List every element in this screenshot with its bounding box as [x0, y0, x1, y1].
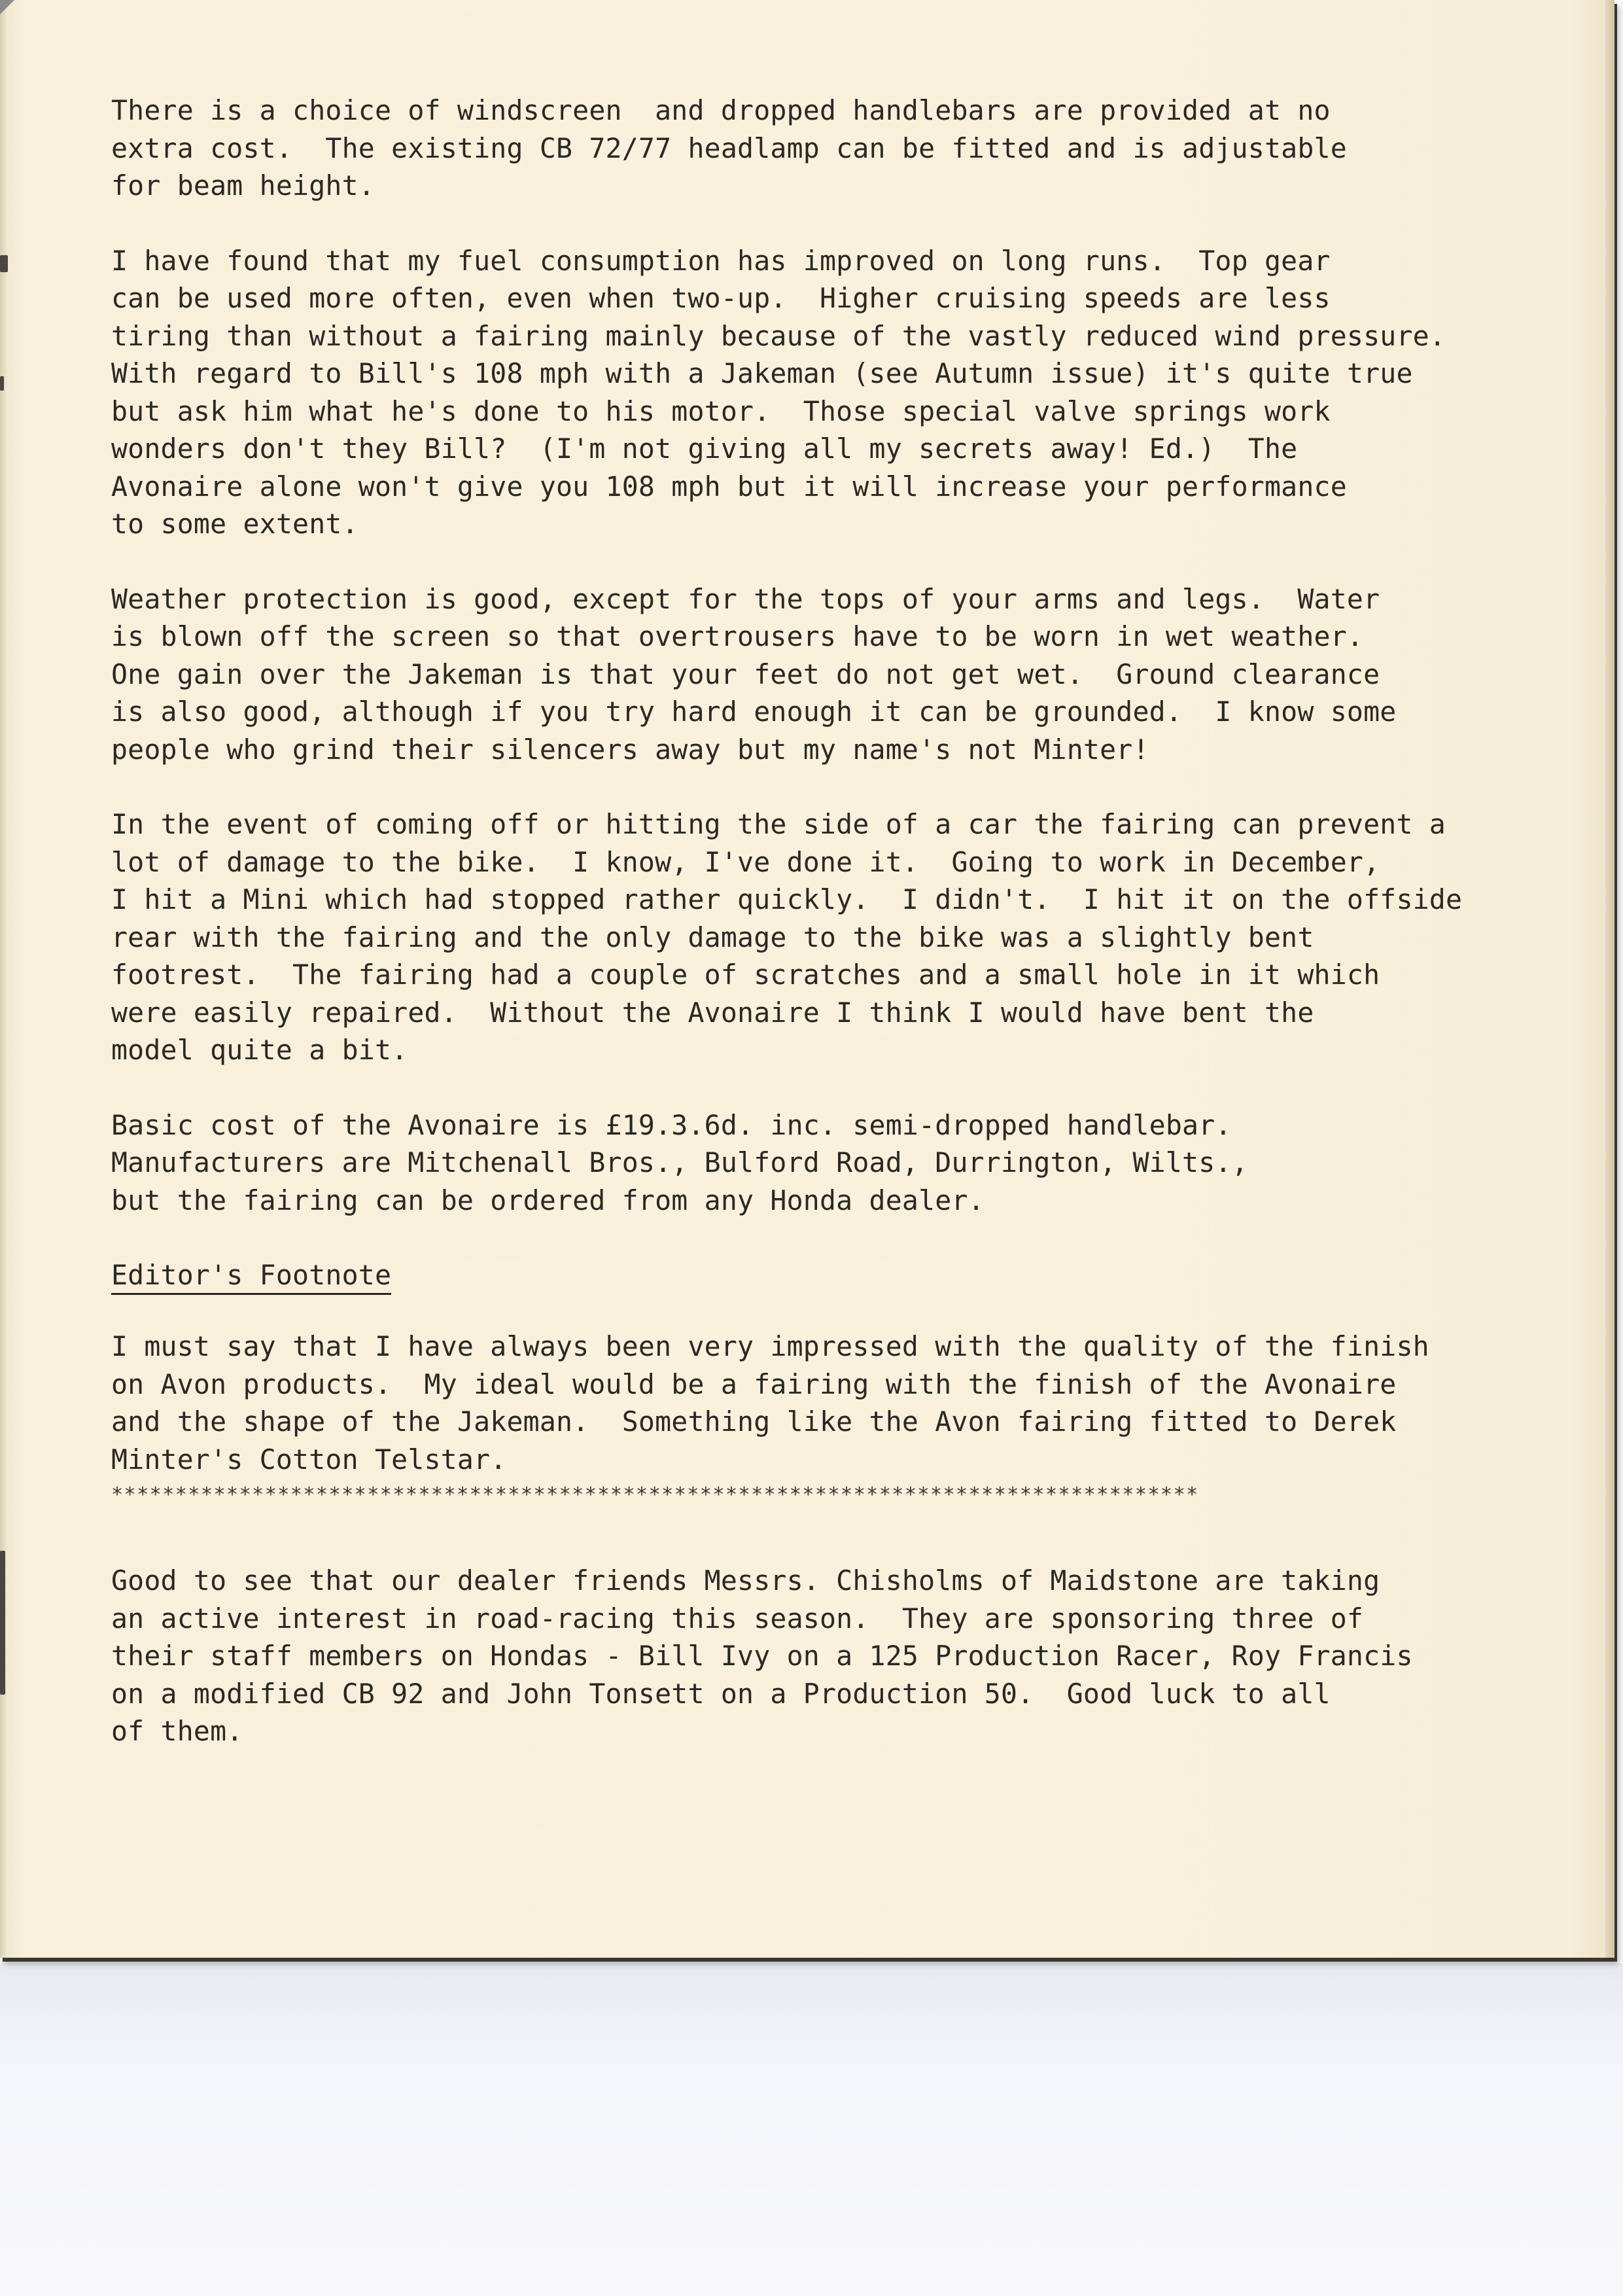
page-right-edge — [1605, 0, 1614, 1958]
text-line: footrest. The fairing had a couple of scratches and a small hole in it which — [111, 959, 1380, 991]
text-line: to some extent. — [111, 508, 358, 540]
text-line: rear with the fairing and the only damage to the bike was a slightly bent — [111, 921, 1314, 953]
paragraph-windscreen — [111, 92, 1492, 205]
text-line: for beam height. — [111, 169, 375, 202]
text-line: One gain over the Jakeman is that your feet do not get wet. Ground clearance — [111, 658, 1380, 690]
article-body — [111, 92, 1492, 1788]
text-line: on Avon products. My ideal would be a fairing with the finish of the Avonaire — [111, 1368, 1397, 1400]
text-line: and the shape of the Jakeman. Something like the Avon fairing fitted to Derek — [111, 1405, 1397, 1438]
text-line: I hit a Mini which had stopped rather quickly. I didn't. I hit it on the offside — [111, 883, 1463, 915]
text-line: can be used more often, even when two-up. Higher cruising speeds are less — [111, 282, 1331, 314]
text-line: of them. — [111, 1715, 243, 1747]
paragraph-editors-footnote — [111, 1328, 1492, 1478]
text-line: but ask him what he's done to his motor. Those special valve springs work — [111, 395, 1331, 427]
text-line: Basic cost of the Avonaire is £19.3.6d. inc. semi-dropped handlebar. — [111, 1108, 1232, 1141]
text-line: model quite a bit. — [111, 1034, 408, 1066]
paragraph-chisholms-news — [111, 1562, 1492, 1750]
staple-mark — [0, 376, 4, 391]
text-line: Avonaire alone won't give you 108 mph but it will increase your performance — [111, 470, 1347, 503]
text-line: Good to see that our dealer friends Messrs. Chisholms of Maidstone are taking — [111, 1564, 1380, 1597]
scanner-background — [0, 1963, 1623, 2296]
text-line: tiring than without a fairing mainly because of the vastly reduced wind pressure. — [111, 319, 1446, 352]
paragraph-fuel-consumption — [111, 242, 1492, 543]
text-line: is also good, although if you try hard enough it can be grounded. I know some — [111, 696, 1397, 728]
text-line: on a modified CB 92 and John Tonsett on a Production 50. Good luck to all — [111, 1677, 1331, 1710]
text-line: Weather protection is good, except for the tops of your arms and legs. Water — [111, 582, 1380, 615]
asterisk-separator: ************************************************************************************* — [111, 1483, 1199, 1506]
binding-shadow-mark — [0, 1551, 5, 1695]
scan-corner-mark — [0, 0, 14, 14]
text-line: an active interest in road-racing this season. They are sponsoring three of — [111, 1602, 1364, 1634]
text-line: were easily repaired. Without the Avonaire I think I would have bent the — [111, 996, 1314, 1029]
text-line: lot of damage to the bike. I know, I've done it. Going to work in December, — [111, 845, 1380, 878]
text-line: but the fairing can be ordered from any Honda dealer. — [111, 1184, 985, 1216]
footnote-heading: Editor's Footnote — [111, 1258, 391, 1295]
text-line: Manufacturers are Mitchenall Bros., Bulford Road, Durrington, Wilts., — [111, 1146, 1248, 1178]
paragraph-cost — [111, 1106, 1492, 1220]
text-line: wonders don't they Bill? (I'm not giving all my secrets away! Ed.) The — [111, 433, 1298, 465]
text-line: There is a choice of windscreen and dropped handlebars are provided at no — [111, 94, 1331, 126]
text-line: is blown off the screen so that overtrousers have to be worn in wet weather. — [111, 620, 1364, 652]
text-line: people who grind their silencers away but my name's not Minter! — [111, 733, 1149, 766]
paragraph-weather-protection — [111, 580, 1492, 769]
text-line: I have found that my fuel consumption has improved on long runs. Top gear — [111, 244, 1331, 277]
text-line: extra cost. The existing CB 72/77 headlamp can be fitted and is adjustable — [111, 132, 1347, 164]
staple-mark — [0, 255, 8, 272]
text-line: their staff members on Hondas - Bill Ivy on a 125 Production Racer, Roy Francis — [111, 1640, 1413, 1672]
text-line: With regard to Bill's 108 mph with a Jakeman (see Autumn issue) it's quite true — [111, 357, 1413, 389]
text-line: I must say that I have always been very impressed with the quality of the finish — [111, 1330, 1429, 1362]
text-line: Minter's Cotton Telstar. — [111, 1443, 507, 1475]
text-line: In the event of coming off or hitting the side of a car the fairing can prevent a — [111, 808, 1446, 840]
paragraph-accident — [111, 805, 1492, 1069]
